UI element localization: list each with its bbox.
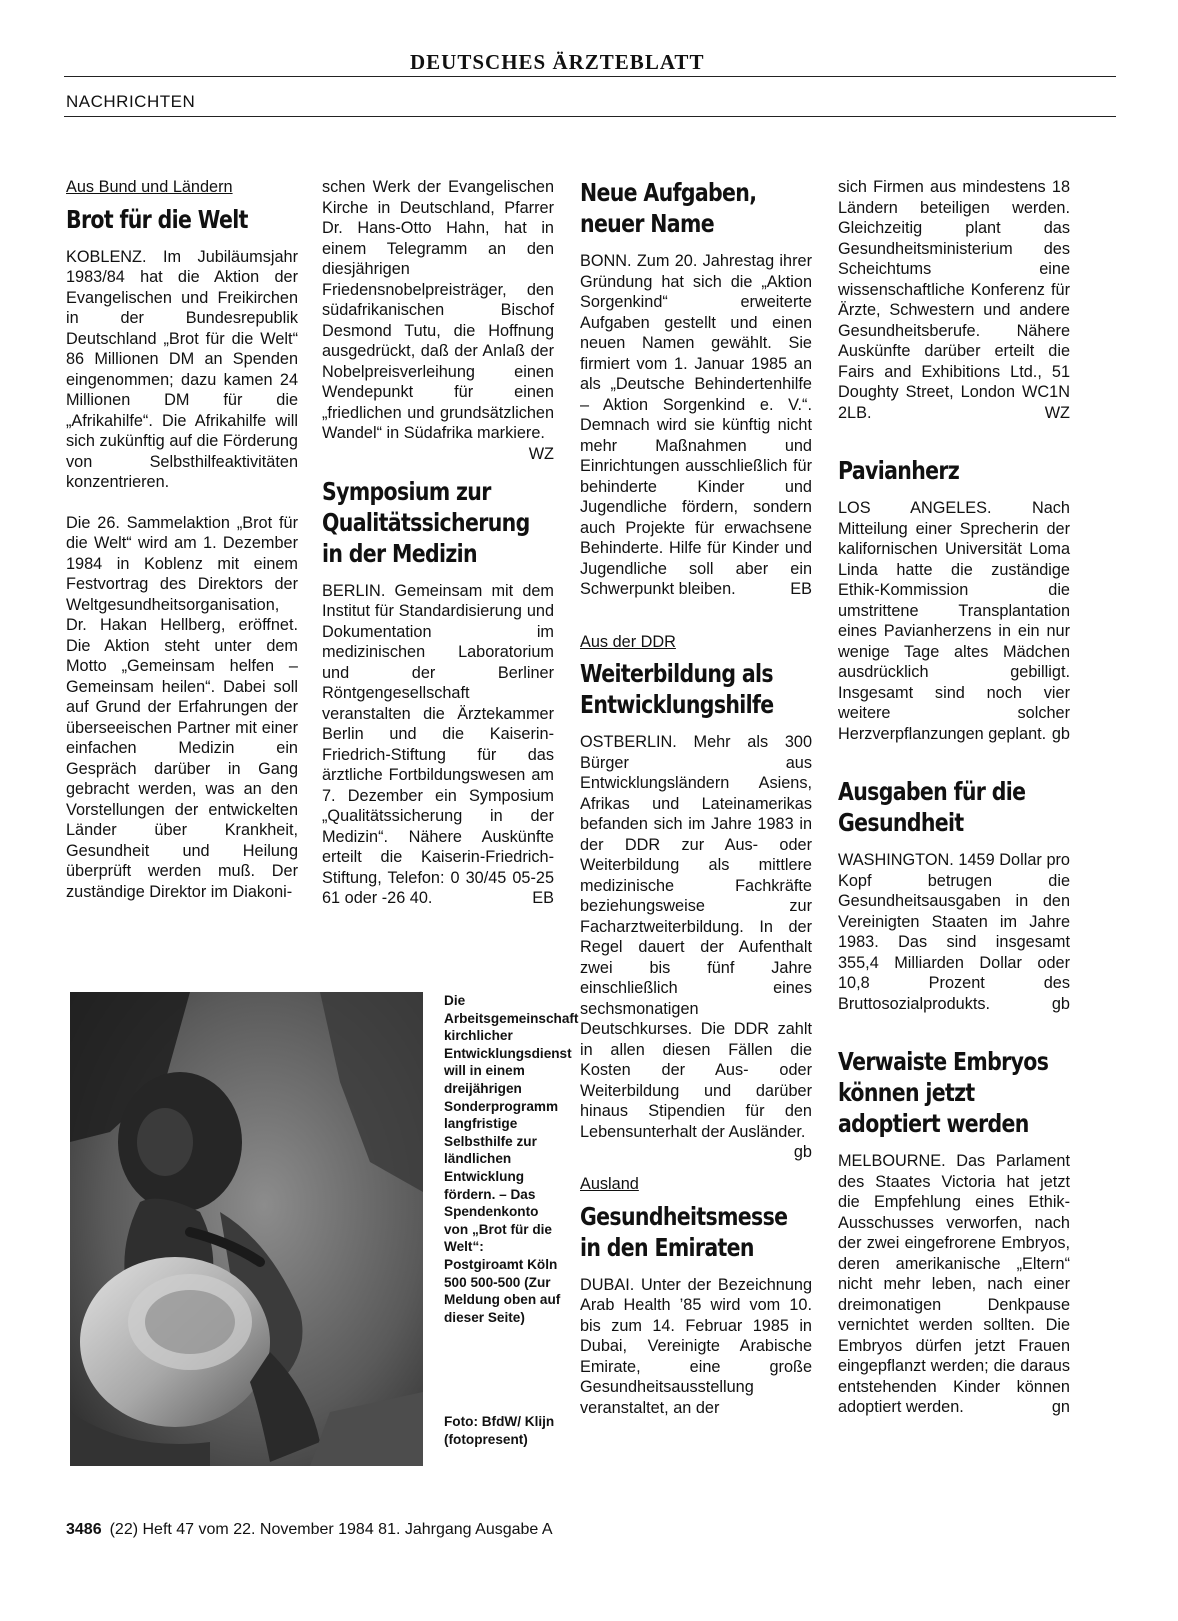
- kicker: Aus der DDR: [580, 632, 676, 651]
- article-paragraph: Die 26. Sammelaktion „Brot für die Welt“ wird am 1. Dezember 1984 in Koblenz mit einem Festvortrag des Direktors der Weltgesundheitsorganisation, Dr. Hakan Hellberg, eröffnet. Die Aktion steht unter dem Motto „Gemeinsam helfen – Gemeinsam heilen“. Dabei soll auf Grund der Erfahrungen der überseeischen Partner mit einer einfachen Medizin ein Gespräch darüber in Gang gebracht werden, was an den Vorstellungen der entwickelten Länder über Krankheit, Gesundheit und Heilung überprüft werden muß. Der zuständige Direktor im Diakoni-: [66, 513, 298, 901]
- article-weiterbildung: [580, 632, 812, 1161]
- headline-neue-aufgaben: Neue Aufgaben, neuer Name: [580, 178, 757, 238]
- article-body: schen Werk der Evangelischen Kirche in Deutschland, Pfarrer Dr. Hans-Otto Hahn, hat in einem Telegramm an den diesjährigen Friedensnobelpreisträger, den südafrikanischen Bischof Desmond Tutu, die Hoffnung ausgedrückt, daß der Anlaß der Nobelpreisverleihung einen Wendepunkt für einen „friedlichen und grundsätzlichen Wandel“ in Südafrika markiere.: [322, 178, 554, 442]
- headline-gesundheitsmesse: Gesundheitsmesse in den Emiraten: [580, 1201, 788, 1262]
- article-body: BERLIN. Gemeinsam mit dem Institut für Standardisierung und Dokumentation im medizinischen Laboratorium und der Berliner Röntgengesellschaft veranstalten die Ärztekammer Berlin und die Kaiserin-Friedrich-Stiftung für das ärztliche Fortbildungswesen am 7. Dezember ein Symposium „Qualitätssicherung in der Medizin“. Nähere Auskünfte erteilt die Kaiserin-Friedrich-Stiftung, Telefon: 0 30/45 05-25 61 oder -26 40.: [322, 581, 554, 907]
- article-ausgaben: [838, 776, 1070, 1014]
- author-signature: WZ: [1044, 403, 1070, 422]
- article-paragraph: KOBLENZ. Im Jubiläumsjahr 1983/84 hat die Aktion der Evangelischen und Freikirchen in der Bundesrepublik Deutschland „Brot für die Welt“ 86 Millionen DM an Spenden eingenommen; dazu kamen 24 Millionen DM für die „Afrikahilfe“. Die Afrikahilfe will sich zukünftig auf die Förderung von Selbsthilfeaktivitäten konzentrieren.: [66, 247, 298, 491]
- article-pavianherz: [838, 455, 1070, 744]
- author-signature: gn: [1051, 1398, 1070, 1416]
- article-gesundheitsmesse: [580, 1174, 812, 1418]
- masthead-rule: [64, 76, 1116, 77]
- headline-brot-fuer-die-welt: Brot für die Welt: [66, 204, 248, 234]
- author-signature: WZ: [528, 444, 554, 463]
- author-signature: EB: [790, 580, 812, 598]
- headline-ausgaben: Ausgaben für die Gesundheit: [838, 777, 1026, 837]
- column-2: [322, 177, 554, 909]
- author-signature: gb: [793, 1143, 812, 1161]
- article-body: LOS ANGELES. Nach Mitteilung einer Sprecherin der kalifornischen Universität Loma Linda hatte die zuständige Ethik-Kommission die umstrittene Transplantation eines Pavianherzens in ein nur wenige Tage altes Mädchen ausdrücklich gebilligt. Insgesamt sind noch vier weitere solcher Herzverpflanzungen geplant.: [838, 499, 1070, 743]
- author-signature: EB: [532, 889, 554, 907]
- column-4: [838, 177, 1070, 1418]
- article-continuation: [322, 177, 554, 463]
- article-body: BONN. Zum 20. Jahrestag ihrer Gründung hat sich die „Aktion Sorgenkind“ erweiterte Aufgaben gestellt und einen neuen Namen gewählt. Sie firmiert vom 1. Januar 1985 an als „Deutsche Behindertenhilfe – Aktion Sorgenkind e. V.“. Demnach wird sie künftig nicht mehr Maßnahmen und Einrichtungen ausschließlich für behinderte Kinder und Jugendliche fördern, sondern auch Projekte für erwachsene Behinderte. Hilfe für Kinder und Jugendliche soll aber ein Schwerpunkt bleiben.: [580, 252, 812, 598]
- article-body: DUBAI. Unter der Bezeichnung Arab Health ’85 wird vom 10. bis zum 14. Februar 1985 in Dubai, Vereinigte Arabische Emirate, eine große Gesundheitsausstellung veranstaltet, an der: [580, 1275, 812, 1417]
- section-rule: [64, 116, 1116, 117]
- article-embryos: [838, 1046, 1070, 1418]
- article-body: MELBOURNE. Das Parlament des Staates Victoria hat jetzt die Empfehlung eines Ethik-Ausschusses verworfen, nach der zwei eingefrorene Embryos, deren amerikanische „Eltern“ nicht mehr leben, nach einer dreimonatigen Denkpause vernichtet werden sollten. Die Embryos dürfen jetzt Frauen eingepflanzt werden; die daraus entstehenden Kinder können adoptiert werden.: [838, 1152, 1070, 1416]
- kicker: Aus Bund und Ländern: [66, 178, 233, 196]
- author-signature: gb: [1051, 724, 1070, 743]
- kicker: Ausland: [580, 1175, 639, 1193]
- article-body: sich Firmen aus mindestens 18 Ländern beteiligen werden. Gleichzeitig plant das Gesundheitsministerium des Scheichtums eine wissenschaftliche Konferenz für Ärzte, Schwestern und andere Gesundheitsberufe. Nähere Auskünfte darüber erteilt die Fairs and Exhibitions Ltd., 51 Doughty Street, London WC1N 2LB.: [838, 178, 1070, 422]
- article-body: OSTBERLIN. Mehr als 300 Bürger aus Entwicklungsländern Asiens, Afrikas und Lateinamerikas befanden sich im Jahre 1983 in der DDR zur Aus- oder Weiterbildung als mittlere medizinische Fachkräfte beziehungsweise zur Facharztweiterbildung. In der Regel dauert der Aufenthalt zwei bis fünf Jahre einschließlich eines sechsmonatigen Deutschkurses. Die DDR zahlt in allen diesen Fällen die Kosten der Aus- oder Weiterbildung und darüber hinaus Stipendien für den Lebensunterhalt der Ausländer.: [580, 733, 812, 1141]
- column-3: [580, 177, 812, 1418]
- issue-info: (22) Heft 47 vom 22. November 1984 81. Jahrgang Ausgabe A: [109, 1521, 553, 1538]
- photo-credit: Foto: BfdW/ Klijn (fotopresent): [444, 1414, 555, 1447]
- article-neue-aufgaben: [580, 177, 812, 600]
- article-body: WASHINGTON. 1459 Dollar pro Kopf betrugen die Gesundheitsausgaben in den Vereinigten Staaten im Jahre 1983. Das sind insgesamt 355,4 Milliarden Dollar oder 10,8 Prozent des Bruttosozialprodukts.: [838, 851, 1070, 1013]
- masthead: DEUTSCHES ÄRZTEBLATT: [410, 50, 705, 74]
- headline-pavianherz: Pavianherz: [838, 456, 960, 485]
- author-signature: gb: [1051, 994, 1070, 1013]
- section-label: NACHRICHTEN: [66, 92, 196, 111]
- page-footer: [66, 1521, 553, 1539]
- article-continuation: [838, 177, 1070, 423]
- column-1: [66, 177, 298, 902]
- headline-embryos: Verwaiste Embryos können jetzt adoptiert werden: [838, 1047, 1049, 1138]
- headline-symposium: Symposium zur Qualitätssicherung in der Medizin: [322, 476, 530, 568]
- page-number: 3486: [66, 1521, 102, 1538]
- headline-weiterbildung: Weiterbildung als Entwicklungshilfe: [580, 659, 774, 719]
- photo-caption: Die Arbeitsgemeinschaft kirchlicher Entwicklungsdienst will in einem dreijährigen Sonderprogramm langfristige Selbsthilfe zur ländlichen Entwicklung fördern. – Das Spendenkonto von „Brot für die Welt“: Postgiroamt Köln 500 500-500 (Zur Meldung oben auf dieser Seite): [444, 993, 579, 1325]
- news-photo: [70, 992, 423, 1466]
